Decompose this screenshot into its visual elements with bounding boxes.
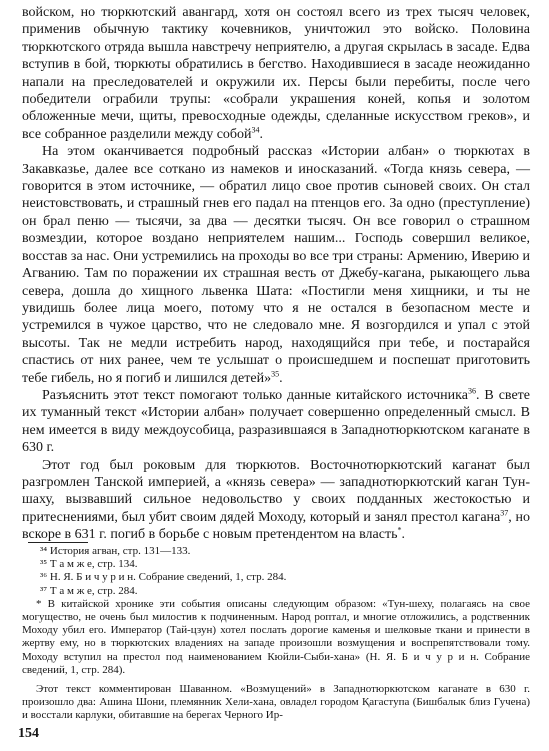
footnote-ref-36: 36 (467, 386, 476, 396)
footnote-separator (28, 542, 88, 543)
paragraph-1 (22, 4, 530, 143)
footnotes (22, 545, 530, 723)
footnote-36: ³⁶ Н. Я. Б и ч у р и н. Собрание сведений, 1, стр. 284. (40, 571, 287, 584)
paragraph-3 (22, 387, 530, 457)
paragraph-4-text-a: Этот год был роковым для тюркютов. Восточнотюркютский каганат был разгромлен Танской империей, а «князь севера» — западнотюркютский каган Тун-шаху, вызвавший сильное недовольство у своих подданных жестокостью и притеснениями, был убит своим дядей Моходу, который и занял престол кагана (22, 457, 530, 525)
footnote-ref-34: 34 (251, 125, 260, 135)
footnote-ref-star: * (397, 525, 402, 535)
paragraph-1-end: . (259, 126, 264, 142)
page-number: 154 (18, 726, 39, 741)
paragraph-1-text: войском, но тюркютский авангард, хотя он состоял всего из трех тысяч человек, применив обычную тактику кочевников, уничтожил это войско. Половина тюркютского отряда вышла навстречу неприятелю, а другая скрылась в засаде. Едва вступив в бой, тюркюты обратились в бегство. Находившиеся в засаде неожиданно напали на преследователей и окружили их. Персы были перебиты, после чего победители ограбили трупы: «собрали украшения коней, копья и золотом обложенные мечи, щиты, превосходные одежды, сделанные искусством греков», и все собранное разделили между собой (22, 5, 530, 142)
footnote-comment: Этот текст комментирован Шаванном. «Возмущений» в Западнотюркютском каганате в 630 г. произошло два: Ашина Шони, племянник Хели-хана, овладел городом Қагаcтупа (Бишбалык близ Гучена) и восстали карлуки, обитавшие на берегах Черного Ир- (22, 683, 530, 722)
footnote-ref-35: 35 (271, 368, 280, 378)
footnote-ref-37: 37 (500, 508, 509, 518)
main-text (22, 4, 530, 544)
footnote-34: ³⁴ История агван, стр. 131—133. (40, 545, 191, 557)
paragraph-2 (22, 143, 530, 387)
paragraph-2-text: На этом оканчивается подробный рассказ «Истории албан» о тюркютах в Закавказье, далее все соткано из намеков и иносказаний. «Тогда князь севера, — говорится в этом источнике, — обратил лицо свое против сыновей своих. Он стал неистовствовать, и страшный гнев его падал на птенцов его. За одно (преступление) он брал пеню — тысячи, за два — десятки тысяч. Он все говорил о страшном возмездии, которое воздано неприятелем нашим... Господь совершил великое, восстав за нас. Они устремились на проходы во все три страны: Армению, Иверию и Агванию. Там по поражении их страшная весть от Джебу-кагана, рыкающего льва севера, дошла до хищного львенка Шата: «Постигли меня хищники, и ты не увидишь более лица моего, потому что я не остался в безопасном месте и устремился в чужое царство, что не следовало мне. Я возгордился и упал с этой высоты. Так не медли истребить народ, находящийся при тебе, и постарайся спастись от них ранее, чем те услышат о происшедшем и поспешат приготовить тебе гибель, но я погиб и лишился детей» (22, 144, 530, 386)
paragraph-4-end: . (401, 527, 405, 543)
paragraph-4-text-b: , но вскоре в 631 г. погиб в борьбе с новым претендентом на власть (22, 509, 531, 543)
footnote-star: * В китайской хронике эти события описаны следующим образом: «Тун-шеху, полагаясь на свое могущество, не очень был милостив к подчиненным. Народ роптал, и многие отложились, а родственник Моходу убил его. Император (Тай-цзун) хотел послать дорогие каменья и шелковые ткани и принести в жертву ему, но в тюркютских владениях на западе произошли возмущения и воспрепятствовали тому. Моходу вступил на престол под наименованием Кюйли-Сыби-хана» (Н. Я. Б и ч у р и н. Собрание сведений, 1, стр. 284). (22, 597, 530, 676)
paragraph-3-text-a: Разъяснить этот текст помогают только данные китайского источника (42, 387, 468, 403)
paragraph-2-end: . (279, 370, 283, 386)
footnote-37: ³⁷ Т а м ж е, стр. 284. (40, 584, 138, 597)
paragraph-4 (22, 457, 530, 544)
paragraph-3-text-b: . В свете их туманный текст «Истории албан» получает совершенно определенный смысл. В нем имеется в виду междоусобица, разразившаяся в Западнотюркютском каганате в 630 г. (22, 387, 530, 456)
footnote-35: ³⁵ Т а м ж е, стр. 134. (40, 558, 138, 571)
